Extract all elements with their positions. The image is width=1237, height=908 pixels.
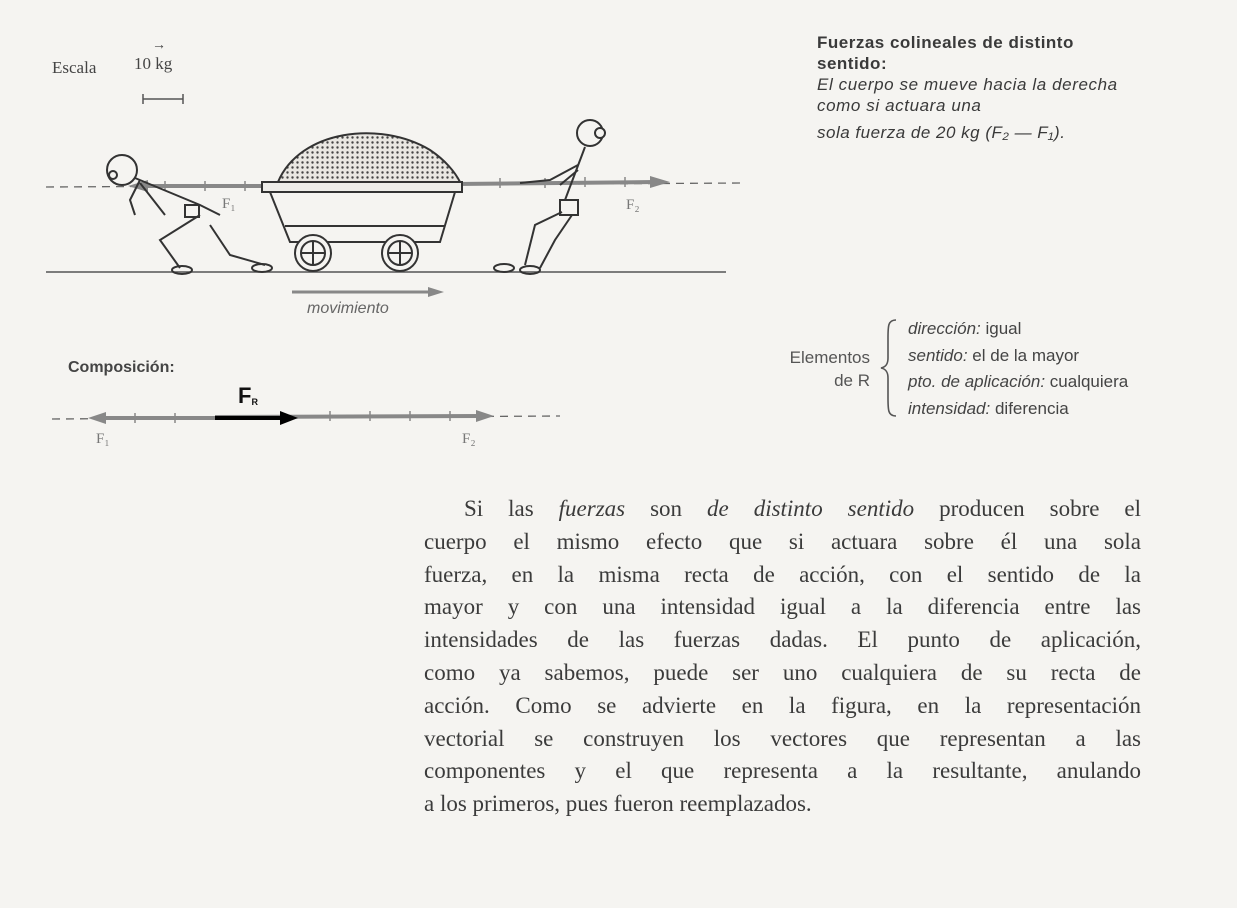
scale-label: Escala: [52, 58, 97, 77]
caption-body: El cuerpo se mueve hacia la derecha como si actuara una: [817, 75, 1118, 115]
resultant-label: $F_R$: [238, 383, 258, 408]
paragraph-line: vectorial se construyen los vectores que representan a las: [424, 725, 1141, 751]
scale-bar: [143, 94, 183, 104]
paragraph-line: componentes y el que representa a la resultante, anulando: [424, 758, 1141, 784]
composition-title: Composición:: [68, 359, 175, 376]
composition-label-f2: F₂: [462, 431, 476, 447]
elements-list: [908, 316, 1128, 422]
elements-heading: Elementos de R: [789, 348, 870, 390]
paragraph-line: fuerza, en la misma recta de acción, con el sentido de la: [424, 561, 1141, 587]
element-item: sentido: el de la mayor: [908, 345, 1080, 365]
element-item: pto. de aplicación: cualquiera: [908, 372, 1129, 391]
label-f2: F₂: [626, 197, 640, 213]
paragraph-line: Si las fuerzas son de distinto sentido producen sobre el: [464, 496, 1141, 521]
caption-body-line3: sola fuerza de 20 kg (F₂ — F₁).: [817, 123, 1066, 142]
resultant-vector: [215, 411, 298, 425]
right-person: [494, 120, 605, 274]
movement-arrow: [292, 287, 444, 297]
paragraph-line: cuerpo el mismo efecto que si actuara sobre él una sola: [424, 528, 1141, 554]
element-item: dirección: igual: [908, 319, 1022, 338]
paragraph-line: intensidades de las fuerzas dadas. El punto de aplicación,: [424, 627, 1141, 653]
brace-icon: [878, 318, 902, 418]
figure-caption: [817, 32, 1147, 143]
f1-vector: [128, 180, 265, 192]
caption-title: Fuerzas colineales de distinto sentido:: [817, 33, 1074, 73]
element-item: intensidad: diferencia: [908, 398, 1069, 418]
body-paragraph: [424, 493, 1141, 821]
movement-label: movimiento: [307, 300, 389, 317]
left-person: [107, 155, 272, 274]
paragraph-line: acción. Como se advierte en la figura, en la representación: [424, 692, 1141, 718]
composition-label-f1: F₁: [96, 431, 110, 447]
paragraph-line: como ya sabemos, puede ser uno cualquiera de su recta de: [424, 659, 1141, 685]
paragraph-line: mayor y con una intensidad igual a la diferencia entre las: [424, 594, 1141, 620]
scale-value: → 10 kg: [134, 54, 172, 74]
label-f1: F₁: [222, 196, 236, 212]
composition-f1-vector: [88, 412, 220, 424]
cart: [262, 133, 462, 271]
paragraph-line: a los primeros, pues fueron reemplazados.: [424, 791, 812, 817]
